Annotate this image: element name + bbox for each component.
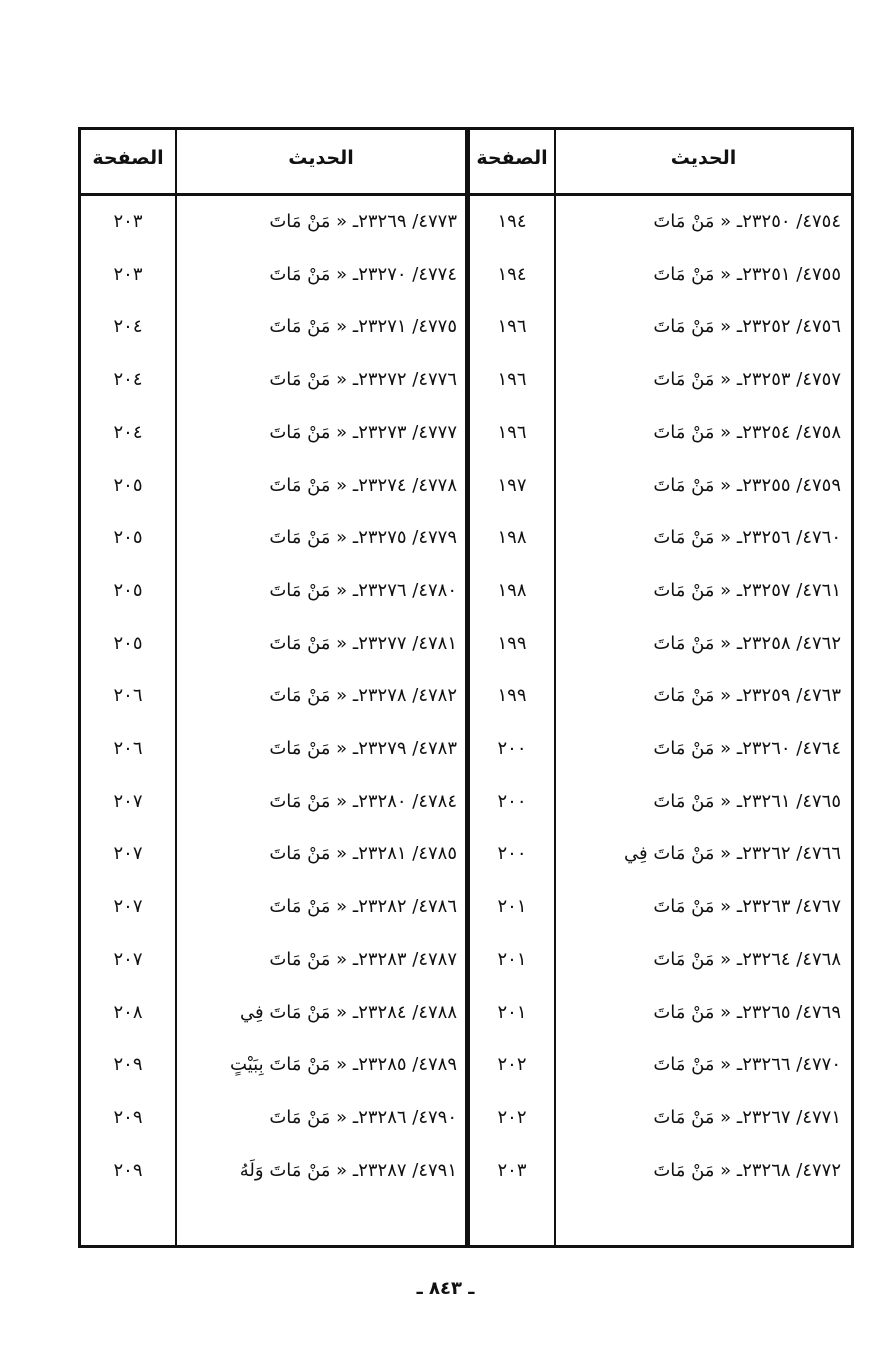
- left-page-cell: ٢٠٩: [113, 1159, 143, 1181]
- right-page-cell: ١٩٤: [497, 263, 527, 285]
- right-hadith-cell: ٤٧٥٨/ ٢٣٢٥٤ـ « مَنْ مَاتَ: [653, 421, 841, 443]
- left-page-cell: ٢٠٩: [113, 1054, 143, 1076]
- right-hadith-cell: ٤٧٥٧/ ٢٣٢٥٣ـ « مَنْ مَاتَ: [653, 369, 841, 391]
- left-hadith-cell: ٤٧٨٩/ ٢٣٢٨٥ـ « مَنْ مَاتَ بِبَيْتٍ: [230, 1054, 457, 1076]
- left-page-cell: ٢٠٧: [113, 948, 143, 970]
- left-page-cell: ٢٠٥: [113, 527, 143, 549]
- left-page-cell: ٢٠٤: [113, 369, 143, 391]
- table-row: [81, 249, 851, 301]
- left-hadith-cell: ٤٧٨٦/ ٢٣٢٨٢ـ « مَنْ مَاتَ: [269, 896, 457, 918]
- right-hadith-cell: ٤٧٦٣/ ٢٣٢٥٩ـ « مَنْ مَاتَ: [653, 685, 841, 707]
- right-page-cell: ٢٠١: [497, 896, 527, 918]
- left-page-cell: ٢٠٦: [113, 685, 143, 707]
- table-row: [81, 196, 851, 248]
- right-page-cell: ٢٠٢: [497, 1106, 527, 1128]
- right-hadith-cell: ٤٧٦٨/ ٢٣٢٦٤ـ « مَنْ مَاتَ: [653, 948, 841, 970]
- right-page-cell: ١٩٦: [497, 316, 527, 338]
- right-hadith-cell: ٤٧٦٩/ ٢٣٢٦٥ـ « مَنْ مَاتَ: [653, 1001, 841, 1023]
- left-hadith-cell: ٤٧٧٧/ ٢٣٢٧٣ـ « مَنْ مَاتَ: [269, 421, 457, 443]
- right-page-cell: ١٩٦: [497, 369, 527, 391]
- header-hadith-left: الحديث: [288, 147, 354, 169]
- table-row: [81, 1145, 851, 1197]
- left-hadith-cell: ٤٧٨٢/ ٢٣٢٧٨ـ « مَنْ مَاتَ: [269, 685, 457, 707]
- right-hadith-cell: ٤٧٥٥/ ٢٣٢٥١ـ « مَنْ مَاتَ: [653, 263, 841, 285]
- left-page-cell: ٢٠٥: [113, 579, 143, 601]
- left-hadith-cell: ٤٧٨٠/ ٢٣٢٧٦ـ « مَنْ مَاتَ: [269, 579, 457, 601]
- header-hadith-right: الحديث: [670, 147, 737, 169]
- right-hadith-cell: ٤٧٦٧/ ٢٣٢٦٣ـ « مَنْ مَاتَ: [653, 896, 841, 918]
- table-row: [81, 987, 851, 1039]
- right-hadith-cell: ٤٧٦١/ ٢٣٢٥٧ـ « مَنْ مَاتَ: [653, 579, 841, 601]
- left-page-cell: ٢٠٦: [113, 738, 143, 759]
- right-page-cell: ٢٠١: [497, 948, 527, 970]
- right-page-cell: ١٩٦: [497, 421, 527, 443]
- right-page-cell: ١٩٨: [497, 527, 527, 549]
- table-row: [81, 512, 851, 564]
- right-hadith-cell: ٤٧٧٢/ ٢٣٢٦٨ـ « مَنْ مَاتَ: [653, 1159, 841, 1181]
- left-page-cell: ٢٠٩: [113, 1106, 143, 1128]
- left-hadith-cell: ٤٧٧٤/ ٢٣٢٧٠ـ « مَنْ مَاتَ: [269, 263, 457, 285]
- left-hadith-cell: ٤٧٨٧/ ٢٣٢٨٣ـ « مَنْ مَاتَ: [269, 948, 457, 970]
- right-page-cell: ١٩٩: [497, 632, 527, 654]
- left-page-cell: ٢٠٥: [113, 474, 143, 496]
- left-page-cell: ٢٠٨: [113, 1001, 143, 1023]
- table-row: [81, 828, 851, 880]
- right-page-cell: ٢٠٢: [497, 1054, 527, 1076]
- table-row: [81, 881, 851, 933]
- right-hadith-cell: ٤٧٦٠/ ٢٣٢٥٦ـ « مَنْ مَاتَ: [653, 527, 841, 549]
- left-page-cell: ٢٠٣: [113, 263, 143, 285]
- right-hadith-cell: ٤٧٥٩/ ٢٣٢٥٥ـ « مَنْ مَاتَ: [653, 474, 841, 496]
- left-hadith-cell: ٤٧٧٨/ ٢٣٢٧٤ـ « مَنْ مَاتَ: [269, 474, 457, 496]
- table-row: [81, 723, 851, 775]
- table-row: [81, 354, 851, 406]
- right-page-cell: ٢٠٣: [497, 1159, 527, 1181]
- right-hadith-cell: ٤٧٧١/ ٢٣٢٦٧ـ « مَنْ مَاتَ: [653, 1106, 841, 1128]
- table-row: [81, 565, 851, 617]
- table-row: [81, 776, 851, 828]
- right-hadith-cell: ٤٧٦٤/ ٢٣٢٦٠ـ « مَنْ مَاتَ: [653, 738, 841, 759]
- left-hadith-cell: ٤٧٩٠/ ٢٣٢٨٦ـ « مَنْ مَاتَ: [269, 1106, 457, 1128]
- left-hadith-cell: ٤٧٧٩/ ٢٣٢٧٥ـ « مَنْ مَاتَ: [269, 527, 457, 549]
- left-hadith-cell: ٤٧٨١/ ٢٣٢٧٧ـ « مَنْ مَاتَ: [269, 632, 457, 654]
- table-row: [81, 670, 851, 722]
- right-page-cell: ١٩٨: [497, 579, 527, 601]
- table-row: [81, 618, 851, 670]
- right-hadith-cell: ٤٧٧٠/ ٢٣٢٦٦ـ « مَنْ مَاتَ: [653, 1054, 841, 1076]
- left-page-cell: ٢٠٧: [113, 896, 143, 918]
- left-hadith-cell: ٤٧٩١/ ٢٣٢٨٧ـ « مَنْ مَاتَ وَلَهُ: [239, 1159, 457, 1181]
- right-page-cell: ٢٠٠: [497, 843, 527, 865]
- header-page-right: الصفحة: [476, 147, 548, 169]
- table-row: [81, 460, 851, 512]
- right-hadith-cell: ٤٧٥٦/ ٢٣٢٥٢ـ « مَنْ مَاتَ: [653, 316, 841, 338]
- table-row: [81, 407, 851, 459]
- left-hadith-cell: ٤٧٨٣/ ٢٣٢٧٩ـ « مَنْ مَاتَ: [269, 738, 457, 759]
- left-page-cell: ٢٠٤: [113, 421, 143, 443]
- left-hadith-cell: ٤٧٧٦/ ٢٣٢٧٢ـ « مَنْ مَاتَ: [269, 369, 457, 391]
- right-page-cell: ١٩٤: [497, 211, 527, 232]
- table-row: [81, 1039, 851, 1091]
- page-number: ـ ٨٤٣ ـ: [416, 1278, 475, 1299]
- right-hadith-cell: ٤٧٦٦/ ٢٣٢٦٢ـ « مَنْ مَاتَ فِي: [623, 843, 841, 865]
- right-page-cell: ٢٠١: [497, 1001, 527, 1023]
- hadith-index-table: [78, 127, 854, 1248]
- left-page-cell: ٢٠٤: [113, 316, 143, 338]
- right-page-cell: ٢٠٠: [497, 738, 527, 759]
- left-hadith-cell: ٤٧٧٣/ ٢٣٢٦٩ـ « مَنْ مَاتَ: [269, 211, 457, 232]
- left-hadith-cell: ٤٧٨٨/ ٢٣٢٨٤ـ « مَنْ مَاتَ فِي: [239, 1001, 457, 1023]
- table-row: [81, 301, 851, 353]
- right-hadith-cell: ٤٧٦٥/ ٢٣٢٦١ـ « مَنْ مَاتَ: [653, 790, 841, 812]
- right-page-cell: ٢٠٠: [497, 790, 527, 812]
- right-page-cell: ١٩٩: [497, 685, 527, 707]
- left-page-cell: ٢٠٧: [113, 843, 143, 865]
- left-page-cell: ٢٠٧: [113, 790, 143, 812]
- header-page-left: الصفحة: [92, 147, 164, 169]
- table-row: [81, 934, 851, 986]
- right-hadith-cell: ٤٧٦٢/ ٢٣٢٥٨ـ « مَنْ مَاتَ: [653, 632, 841, 654]
- right-page-cell: ١٩٧: [497, 474, 527, 496]
- left-hadith-cell: ٤٧٨٤/ ٢٣٢٨٠ـ « مَنْ مَاتَ: [269, 790, 457, 812]
- left-hadith-cell: ٤٧٨٥/ ٢٣٢٨١ـ « مَنْ مَاتَ: [269, 843, 457, 865]
- left-page-cell: ٢٠٥: [113, 632, 143, 654]
- left-hadith-cell: ٤٧٧٥/ ٢٣٢٧١ـ « مَنْ مَاتَ: [269, 316, 457, 338]
- table-row: [81, 1092, 851, 1144]
- left-page-cell: ٢٠٣: [113, 211, 143, 232]
- right-hadith-cell: ٤٧٥٤/ ٢٣٢٥٠ـ « مَنْ مَاتَ: [653, 211, 841, 232]
